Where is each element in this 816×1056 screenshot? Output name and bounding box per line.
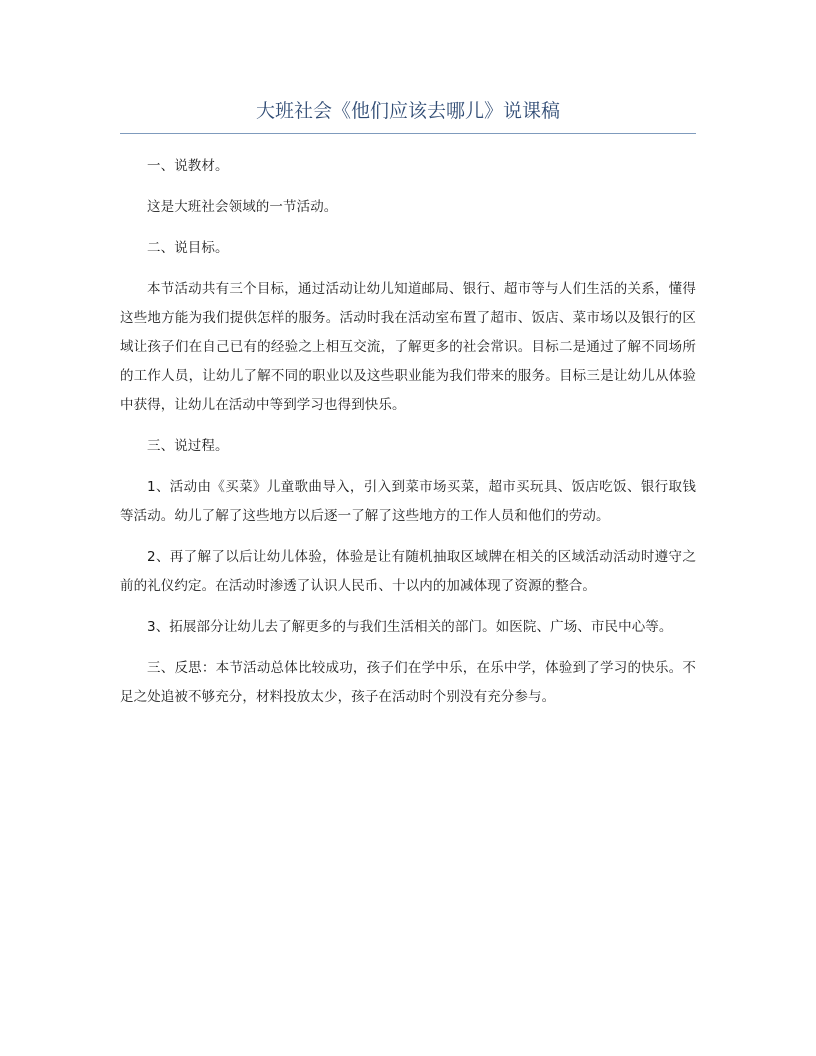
paragraph-process-step-2: 2、再了解了以后让幼儿体验，体验是让有随机抽取区域牌在相关的区域活动活动时遵守之前的礼仪约定。在活动时渗透了认识人民币、十以内的加减体现了资源的整合。 [120, 549, 696, 594]
document-title: 大班社会《他们应该去哪儿》说课稿 [255, 100, 560, 122]
document-body [120, 152, 696, 724]
paragraph-process-step-1: 1、活动由《买菜》儿童歌曲导入，引入到菜市场买菜，超市买玩具、饭店吃饭、银行取钱等活动。幼儿了解了这些地方以后逐一了解了这些地方的工作人员和他们的劳动。 [120, 479, 696, 524]
heading-teaching-material: 一、说教材。 [147, 158, 229, 174]
heading-process: 三、说过程。 [147, 438, 229, 454]
heading-objectives: 二、说目标。 [147, 240, 229, 256]
paragraph-process-step-3: 3、拓展部分让幼儿去了解更多的与我们生活相关的部门。如医院、广场、市民中心等。 [147, 619, 673, 635]
title-divider [120, 133, 696, 134]
paragraph-reflection: 三、反思：本节活动总体比较成功，孩子们在学中乐，在乐中学，体验到了学习的快乐。不足之处追被不够充分，材料投放太少，孩子在活动时个别没有充分参与。 [120, 660, 696, 705]
paragraph-material-description: 这是大班社会领域的一节活动。 [147, 199, 338, 215]
paragraph-objectives: 本节活动共有三个目标，通过活动让幼儿知道邮局、银行、超市等与人们生活的关系，懂得这些地方能为我们提供怎样的服务。活动时我在活动室布置了超市、饭店、菜市场以及银行的区域让孩子们在自己已有的经验之上相互交流，了解更多的社会常识。目标二是通过了解不同场所的工作人员，让幼儿了解不同的职业以及这些职业能为我们带来的服务。目标三是让幼儿从体验中获得，让幼儿在活动中等到学习也得到快乐。 [120, 281, 696, 413]
